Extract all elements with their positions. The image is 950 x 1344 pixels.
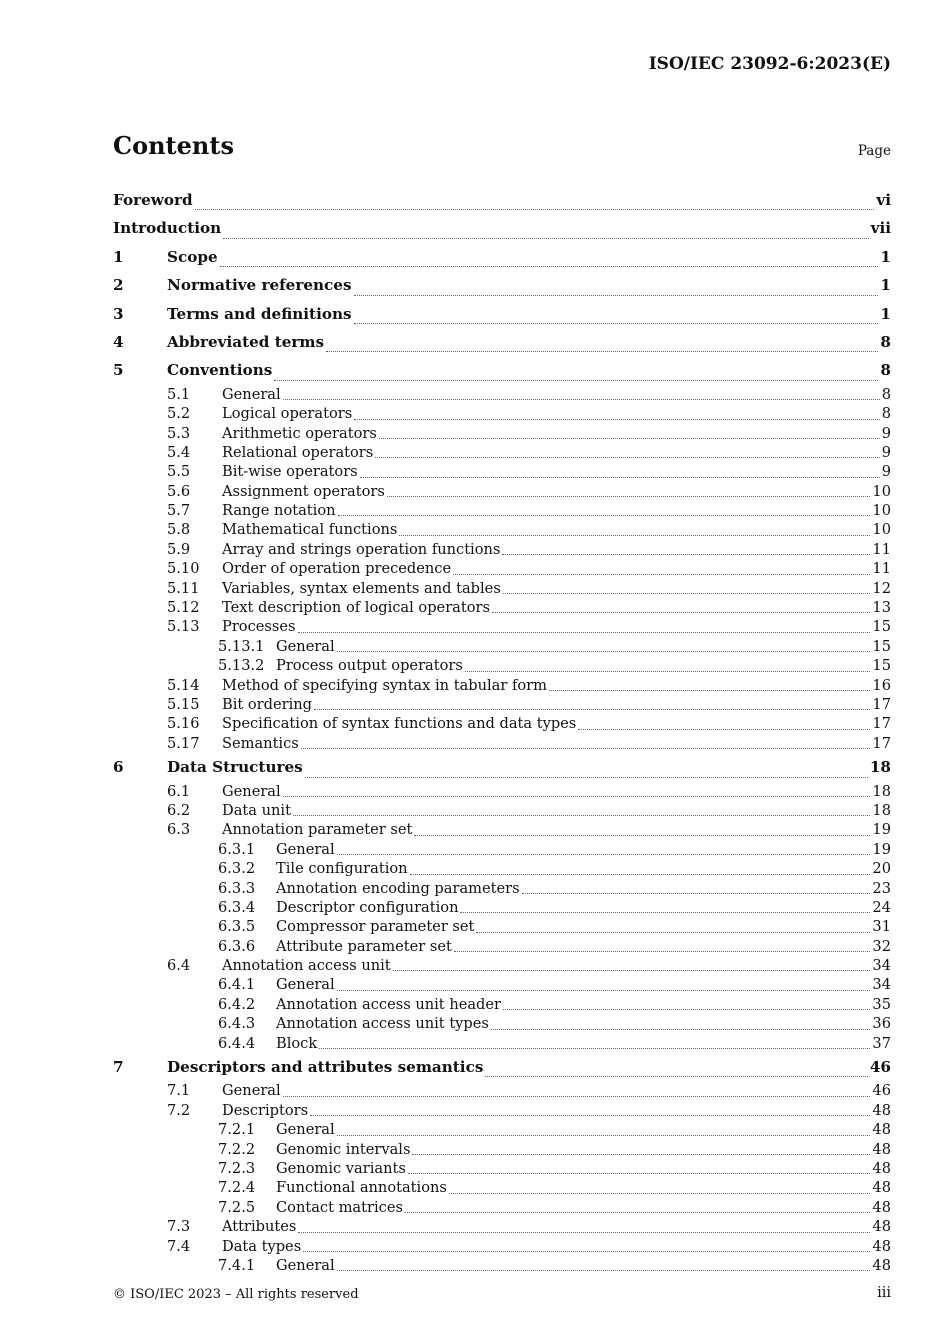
toc-entry-number: 6.3.5 xyxy=(218,918,256,936)
dot-leader xyxy=(314,708,870,710)
toc-entry-number: 5.12 xyxy=(167,599,200,617)
toc-entry-number: 5.2 xyxy=(167,405,191,423)
toc-entry[interactable] xyxy=(113,898,891,917)
dot-leader xyxy=(310,1114,870,1116)
toc-entry-page[interactable]: vii xyxy=(870,219,891,238)
toc-entry-label[interactable]: Logical operators xyxy=(222,405,353,423)
dot-leader xyxy=(522,892,871,894)
toc-entry-page[interactable]: 23 xyxy=(872,879,891,897)
dot-leader xyxy=(293,814,870,816)
dot-leader xyxy=(326,350,878,352)
toc-entry-number: 6 xyxy=(113,758,124,777)
toc-entry[interactable] xyxy=(113,328,891,356)
dot-leader xyxy=(549,689,870,691)
toc-entry-label[interactable]: Specification of syntax functions and data types xyxy=(222,715,577,733)
toc-entry-number: 7.3 xyxy=(167,1218,191,1236)
toc-entry-label[interactable]: Arithmetic operators xyxy=(222,424,377,442)
toc-entry-label[interactable]: Scope xyxy=(167,247,218,266)
toc-entry-number: 5.11 xyxy=(167,579,200,597)
toc-entry-page[interactable]: 18 xyxy=(869,758,891,777)
toc-entry-number: 5.5 xyxy=(167,463,191,481)
dot-leader xyxy=(298,1231,870,1233)
dot-leader xyxy=(408,1172,871,1174)
toc-entry-label[interactable]: Method of specifying syntax in tabular form xyxy=(222,676,548,694)
toc-entry-page[interactable]: 48 xyxy=(872,1159,891,1177)
toc-entry-number: 5.16 xyxy=(167,715,200,733)
dot-leader xyxy=(305,776,868,778)
toc-entry-label[interactable]: Array and strings operation functions xyxy=(222,540,501,558)
dot-leader xyxy=(337,1269,871,1271)
toc-entry-label[interactable]: Attribute parameter set xyxy=(276,937,452,955)
toc-entry-label[interactable]: Bit ordering xyxy=(222,695,313,713)
toc-entry-label[interactable]: Terms and definitions xyxy=(167,304,352,323)
toc-entry-label[interactable]: General xyxy=(222,1082,281,1100)
page-number: iii xyxy=(877,1285,891,1301)
toc-entry[interactable] xyxy=(113,186,891,214)
toc-entry[interactable] xyxy=(113,937,891,956)
toc-entry-number: 5.14 xyxy=(167,676,200,694)
toc-entry[interactable] xyxy=(113,879,891,898)
toc-entry-label[interactable]: Annotation parameter set xyxy=(222,821,413,839)
toc-entry-page[interactable]: 24 xyxy=(872,898,891,916)
dot-leader xyxy=(492,611,870,613)
toc-entry[interactable] xyxy=(113,356,891,384)
toc-entry-page[interactable]: 48 xyxy=(872,1237,891,1255)
page-column-label: Page xyxy=(857,143,891,159)
toc-entry[interactable] xyxy=(113,637,891,656)
toc-entry-page[interactable]: 37 xyxy=(872,1034,891,1052)
dot-leader xyxy=(220,265,879,267)
toc-entry-page[interactable]: 1 xyxy=(880,247,891,266)
dot-leader xyxy=(578,728,870,730)
toc-entry-page[interactable]: 32 xyxy=(872,937,891,955)
dot-leader xyxy=(410,873,871,875)
toc-entry-number: 5.9 xyxy=(167,540,191,558)
dot-leader xyxy=(491,1028,871,1030)
dot-leader xyxy=(502,553,870,555)
copyright-notice: © ISO/IEC 2023 – All rights reserved xyxy=(113,1287,359,1302)
toc-entry-page[interactable]: 34 xyxy=(872,976,891,994)
toc-entry-number: 7.2.3 xyxy=(218,1159,256,1177)
toc-entry-page[interactable]: 48 xyxy=(872,1218,891,1236)
toc-entry-page[interactable]: 15 xyxy=(872,637,891,655)
toc-entry-page[interactable]: 9 xyxy=(881,424,891,442)
toc-entry-page[interactable]: 20 xyxy=(872,860,891,878)
toc-entry-number: 2 xyxy=(113,276,124,295)
toc-entry[interactable] xyxy=(113,975,891,994)
toc-entry[interactable] xyxy=(113,917,891,936)
dot-leader xyxy=(399,534,870,536)
toc-entry-page[interactable]: 1 xyxy=(880,276,891,295)
toc-entry-label[interactable]: Genomic variants xyxy=(276,1159,406,1177)
toc-entry-page[interactable]: 31 xyxy=(872,918,891,936)
standard-id: ISO/IEC 23092-6:2023(E) xyxy=(648,54,891,74)
toc-entry[interactable] xyxy=(113,424,891,443)
toc-entry[interactable] xyxy=(113,840,891,859)
toc-entry-page[interactable]: 10 xyxy=(872,521,891,539)
toc-entry[interactable] xyxy=(113,676,891,695)
toc-entry-label[interactable]: Descriptors and attributes semantics xyxy=(167,1058,484,1077)
toc-entry-page[interactable]: 11 xyxy=(872,540,891,558)
toc-entry-number: 5.17 xyxy=(167,734,200,752)
toc-entry[interactable] xyxy=(113,956,891,975)
dot-leader xyxy=(354,294,879,296)
toc-entry[interactable] xyxy=(113,617,891,636)
toc-entry-page[interactable]: 19 xyxy=(872,840,891,858)
toc-entry-number: 6.4 xyxy=(167,957,191,975)
toc-entry[interactable] xyxy=(113,482,891,501)
toc-entry-label[interactable]: Introduction xyxy=(113,219,222,238)
toc-entry-page[interactable]: 48 xyxy=(872,1256,891,1274)
toc-entry-page[interactable]: 15 xyxy=(872,618,891,636)
toc-entry-number: 7.4.1 xyxy=(218,1256,256,1274)
toc-entry-label[interactable]: Data types xyxy=(222,1237,302,1255)
dot-leader xyxy=(360,476,880,478)
toc-entry-label[interactable]: Compressor parameter set xyxy=(276,918,475,936)
toc-entry-number: 7.4 xyxy=(167,1237,191,1255)
dot-leader xyxy=(337,989,871,991)
toc-entry[interactable] xyxy=(113,801,891,820)
toc-entry-label[interactable]: Conventions xyxy=(167,361,273,380)
dot-leader xyxy=(303,1250,870,1252)
table-of-contents xyxy=(113,186,891,1275)
toc-entry[interactable] xyxy=(113,271,891,299)
dot-leader xyxy=(283,1095,871,1097)
toc-entry-page[interactable]: 17 xyxy=(872,695,891,713)
toc-entry-page[interactable]: 16 xyxy=(872,676,891,694)
toc-entry-number: 5.8 xyxy=(167,521,191,539)
toc-entry-page[interactable]: 46 xyxy=(869,1058,891,1077)
toc-entry-label[interactable]: Data unit xyxy=(222,801,291,819)
toc-entry-number: 7.2.1 xyxy=(218,1121,256,1139)
dot-leader xyxy=(414,834,870,836)
toc-entry-label[interactable]: General xyxy=(276,840,335,858)
toc-entry-label[interactable]: Relational operators xyxy=(222,443,374,461)
toc-entry[interactable] xyxy=(113,1014,891,1033)
toc-entry-number: 6.2 xyxy=(167,801,191,819)
toc-entry[interactable] xyxy=(113,753,891,781)
toc-entry-number: 5.1 xyxy=(167,385,191,403)
dot-leader xyxy=(476,931,870,933)
toc-entry-number: 6.3.4 xyxy=(218,898,256,916)
toc-entry-label[interactable]: Bit-wise operators xyxy=(222,463,358,481)
toc-entry-label[interactable]: Annotation access unit types xyxy=(276,1015,489,1033)
dot-leader xyxy=(453,573,870,575)
toc-entry[interactable] xyxy=(113,1256,891,1275)
toc-entry[interactable] xyxy=(113,859,891,878)
toc-entry-page[interactable]: 48 xyxy=(872,1121,891,1139)
dot-leader xyxy=(283,398,880,400)
dot-leader xyxy=(338,514,871,516)
toc-entry-page[interactable]: 18 xyxy=(872,801,891,819)
toc-entry-label[interactable]: Descriptor configuration xyxy=(276,898,459,916)
page-title: Contents xyxy=(113,131,234,160)
toc-entry[interactable] xyxy=(113,1101,891,1120)
toc-entry-page[interactable]: 8 xyxy=(881,405,891,423)
dot-leader xyxy=(354,322,879,324)
toc-entry-number: 3 xyxy=(113,304,124,323)
toc-entry-page[interactable]: 36 xyxy=(872,1015,891,1033)
toc-entry-number: 4 xyxy=(113,332,124,351)
toc-entry-label[interactable]: Attributes xyxy=(222,1218,297,1236)
toc-entry-number: 6.4.1 xyxy=(218,976,256,994)
dot-leader xyxy=(465,670,871,672)
toc-entry-number: 6.4.2 xyxy=(218,995,256,1013)
toc-entry-label[interactable]: General xyxy=(276,1256,335,1274)
toc-entry-label[interactable]: Assignment operators xyxy=(222,482,385,500)
toc-entry-page[interactable]: 17 xyxy=(872,734,891,752)
dot-leader xyxy=(301,747,871,749)
toc-entry-number: 1 xyxy=(113,247,124,266)
toc-entry-number: 7.1 xyxy=(167,1082,191,1100)
dot-leader xyxy=(503,592,871,594)
toc-entry[interactable] xyxy=(113,443,891,462)
toc-entry-label[interactable]: Contact matrices xyxy=(276,1198,403,1216)
dot-leader xyxy=(393,969,871,971)
toc-entry-number: 5.10 xyxy=(167,560,200,578)
toc-entry-label[interactable]: Annotation access unit xyxy=(222,957,391,975)
toc-entry[interactable] xyxy=(113,300,891,328)
toc-entry-number: 5.4 xyxy=(167,443,191,461)
dot-leader xyxy=(454,950,871,952)
dot-leader xyxy=(354,418,879,420)
toc-entry-number: 5.13 xyxy=(167,618,200,636)
toc-entry-label[interactable]: Abbreviated terms xyxy=(167,332,325,351)
toc-entry-label[interactable]: Mathematical functions xyxy=(222,521,398,539)
toc-entry-label[interactable]: Block xyxy=(276,1034,318,1052)
toc-entry-label[interactable]: General xyxy=(222,782,281,800)
toc-entry-number: 5.15 xyxy=(167,695,200,713)
toc-entry[interactable] xyxy=(113,714,891,733)
toc-entry[interactable] xyxy=(113,1140,891,1159)
toc-entry-number: 6.4.4 xyxy=(218,1034,256,1052)
toc-entry-page[interactable]: 34 xyxy=(872,957,891,975)
toc-entry-label[interactable]: Annotation encoding parameters xyxy=(276,879,520,897)
toc-entry[interactable] xyxy=(113,598,891,617)
toc-entry[interactable] xyxy=(113,995,891,1014)
toc-entry-label[interactable]: Data Structures xyxy=(167,758,303,777)
dot-leader xyxy=(319,1047,870,1049)
dot-leader xyxy=(485,1075,867,1077)
toc-entry-page[interactable]: 13 xyxy=(872,599,891,617)
toc-entry-number: 6.4.3 xyxy=(218,1015,256,1033)
toc-entry[interactable] xyxy=(113,1237,891,1256)
toc-entry-number: 6.3.1 xyxy=(218,840,256,858)
dot-leader xyxy=(375,456,879,458)
toc-entry[interactable] xyxy=(113,540,891,559)
toc-entry-page[interactable]: 15 xyxy=(872,657,891,675)
toc-entry-page[interactable]: 19 xyxy=(872,821,891,839)
toc-entry[interactable] xyxy=(113,656,891,675)
toc-entry-page[interactable]: 48 xyxy=(872,1179,891,1197)
toc-entry-number: 5.6 xyxy=(167,482,191,500)
toc-entry-number: 6.3.2 xyxy=(218,860,256,878)
toc-entry-page[interactable]: 18 xyxy=(872,782,891,800)
toc-entry-number: 5.3 xyxy=(167,424,191,442)
toc-entry[interactable] xyxy=(113,1120,891,1139)
toc-entry-label[interactable]: Genomic intervals xyxy=(276,1140,411,1158)
toc-entry[interactable] xyxy=(113,1198,891,1217)
dot-leader xyxy=(379,437,880,439)
toc-entry[interactable] xyxy=(113,1081,891,1100)
toc-entry-number: 7.2.2 xyxy=(218,1140,256,1158)
toc-entry-number: 6.3.6 xyxy=(218,937,256,955)
toc-entry-page[interactable]: 8 xyxy=(880,361,891,380)
toc-entry-number: 7.2.5 xyxy=(218,1198,256,1216)
dot-leader xyxy=(412,1153,870,1155)
toc-entry[interactable] xyxy=(113,520,891,539)
toc-entry-number: 6.1 xyxy=(167,782,191,800)
toc-entry[interactable] xyxy=(113,243,891,271)
toc-entry-number: 7.2.4 xyxy=(218,1179,256,1197)
toc-entry-label[interactable]: Processes xyxy=(222,618,296,636)
toc-entry[interactable] xyxy=(113,1034,891,1053)
toc-entry[interactable] xyxy=(113,579,891,598)
toc-entry[interactable] xyxy=(113,820,891,839)
toc-entry[interactable] xyxy=(113,501,891,520)
toc-entry-page[interactable]: 48 xyxy=(872,1101,891,1119)
dot-leader xyxy=(337,853,871,855)
toc-entry[interactable] xyxy=(113,214,891,242)
toc-entry[interactable] xyxy=(113,1159,891,1178)
toc-entry-label[interactable]: Functional annotations xyxy=(276,1179,447,1197)
dot-leader xyxy=(298,631,871,633)
dot-leader xyxy=(283,795,871,797)
toc-entry[interactable] xyxy=(113,559,891,578)
dot-leader xyxy=(274,379,878,381)
toc-entry-label[interactable]: General xyxy=(276,1121,335,1139)
toc-entry[interactable] xyxy=(113,1178,891,1197)
toc-entry-page[interactable]: 9 xyxy=(881,443,891,461)
toc-entry-page[interactable]: 17 xyxy=(872,715,891,733)
toc-entry-page[interactable]: 46 xyxy=(872,1082,891,1100)
toc-entry-number: 5.13.1 xyxy=(218,637,265,655)
toc-entry-label[interactable]: Semantics xyxy=(222,734,299,752)
toc-entry-page[interactable]: 8 xyxy=(881,385,891,403)
toc-entry-page[interactable]: 12 xyxy=(872,579,891,597)
toc-entry-number: 5 xyxy=(113,361,124,380)
dot-leader xyxy=(337,1134,871,1136)
toc-entry-number: 7 xyxy=(113,1058,124,1077)
toc-entry[interactable] xyxy=(113,734,891,753)
toc-entry-page[interactable]: 35 xyxy=(872,995,891,1013)
toc-entry[interactable] xyxy=(113,782,891,801)
dot-leader xyxy=(223,237,868,239)
dot-leader xyxy=(387,495,871,497)
toc-entry-label[interactable]: Range notation xyxy=(222,502,336,520)
toc-entry-label[interactable]: Annotation access unit header xyxy=(276,995,502,1013)
dot-leader xyxy=(503,1008,870,1010)
toc-entry-label[interactable]: Foreword xyxy=(113,191,193,209)
toc-entry-label[interactable]: Variables, syntax elements and tables xyxy=(222,579,501,597)
dot-leader xyxy=(405,1211,870,1213)
toc-entry-page[interactable]: 1 xyxy=(880,304,891,323)
toc-entry-label[interactable]: General xyxy=(276,976,335,994)
toc-entry-page[interactable]: 48 xyxy=(872,1140,891,1158)
toc-entry[interactable] xyxy=(113,1053,891,1081)
toc-entry-page[interactable]: 48 xyxy=(872,1198,891,1216)
toc-entry-page[interactable]: 10 xyxy=(872,502,891,520)
toc-entry-page[interactable]: 11 xyxy=(872,560,891,578)
toc-entry-page[interactable]: vi xyxy=(876,191,891,209)
toc-entry[interactable] xyxy=(113,404,891,423)
toc-entry-label[interactable]: Descriptors xyxy=(222,1101,309,1119)
toc-entry[interactable] xyxy=(113,1217,891,1236)
dot-leader xyxy=(460,911,870,913)
dot-leader xyxy=(449,1192,871,1194)
toc-entry-label[interactable]: General xyxy=(222,385,281,403)
toc-entry-number: 5.13.2 xyxy=(218,657,265,675)
toc-entry-label[interactable]: Order of operation precedence xyxy=(222,560,452,578)
toc-entry-number: 6.3 xyxy=(167,821,191,839)
toc-entry-label[interactable]: Text description of logical operators xyxy=(222,599,490,617)
toc-entry[interactable] xyxy=(113,462,891,481)
dot-leader xyxy=(195,208,875,210)
toc-entry-label[interactable]: General xyxy=(276,637,335,655)
toc-entry-number: 5.7 xyxy=(167,502,191,520)
toc-entry-label[interactable]: Tile configuration xyxy=(276,860,408,878)
dot-leader xyxy=(337,650,871,652)
toc-entry-number: 7.2 xyxy=(167,1101,191,1119)
toc-entry-label[interactable]: Process output operators xyxy=(276,657,463,675)
toc-entry-page[interactable]: 8 xyxy=(880,332,891,351)
toc-entry[interactable] xyxy=(113,385,891,404)
toc-entry-label[interactable]: Normative references xyxy=(167,276,352,295)
toc-entry-page[interactable]: 10 xyxy=(872,482,891,500)
toc-entry-number: 6.3.3 xyxy=(218,879,256,897)
toc-entry[interactable] xyxy=(113,695,891,714)
toc-entry-page[interactable]: 9 xyxy=(881,463,891,481)
